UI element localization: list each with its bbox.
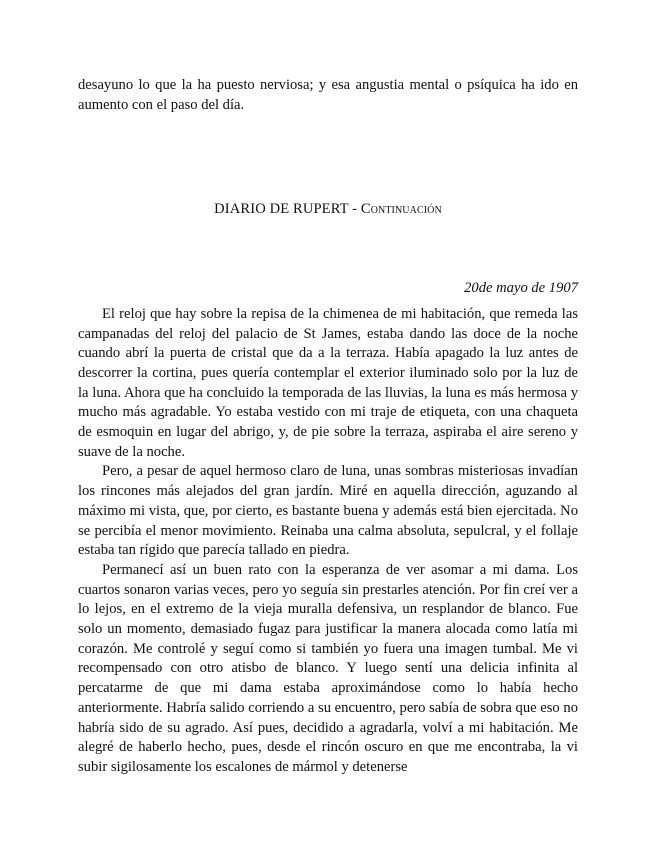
section-title-main: DIARIO DE RUPERT - [214, 201, 361, 218]
continuation-paragraph: desayuno lo que la ha puesto nerviosa; y esa angustia mental o psíquica ha ido en aumento con el paso del día. [78, 77, 578, 113]
entry-date: 20de mayo de 1907 [464, 280, 578, 297]
body-paragraph-2: Pero, a pesar de aquel hermoso claro de luna, unas sombras misteriosas invadían los rincones más alejados del gran jardín. Miré en aquella dirección, aguzando al máximo mi vista, que, por cierto, es bastante buena y además está bien ejercitada. No se percibía el menor movimiento. Reinaba una calma absoluta, sepulcral, y el follaje estaba tan rígido que parecía tallado en piedra. [78, 463, 578, 559]
body-paragraph-1: El reloj que hay sobre la repisa de la chimenea de mi habitación, que remeda las campanadas del reloj del palacio de St James, estaba dando las doce de la noche cuando abrí la puerta de cristal que da a la terraza. Había apagado la luz antes de descorrer la cortina, pues quería contemplar el exterior iluminado solo por la luz de la luna. Ahora que ha concluido la temporada de las lluvias, la luna es más hermosa y mucho más agradable. Yo estaba vestido con mi traje de etiqueta, con una chaqueta de esmoquin en lugar del abrigo, y, de pie sobre la terraza, aspiraba el aire sereno y suave de la noche. [78, 305, 578, 460]
document-page [78, 76, 578, 778]
body-paragraph-3: Permanecí así un buen rato con la esperanza de ver asomar a mi dama. Los cuartos sonaron varias veces, pero yo seguía sin prestarles atención. Por fin creí ver a lo lejos, en el extremo de la vieja muralla defensiva, un resplandor de blanco. Fue solo un momento, demasiado fugaz para justificar la manera alocada como latía mi corazón. Me controlé y seguí como si también yo fuera una imagen tumbal. Me vi recompensado con otro atisbo de blanco. Y luego sentí una delicia infinita al percatarme de que mi dama estaba aproximándose como lo había hecho anteriormente. Habría salido corriendo a su encuentro, pero sabía de sobra que eso no habría sido de su agrado. Así pues, decidido a agradarla, volví a mi habitación. Me alegré de haberlo hecho, pues, desde el rincón oscuro en que me encontraba, la vi subir sigilosamente los escalones de mármol y detenerse [78, 561, 578, 775]
section-title [78, 200, 578, 220]
section-title-sub: Continuación [360, 201, 442, 218]
